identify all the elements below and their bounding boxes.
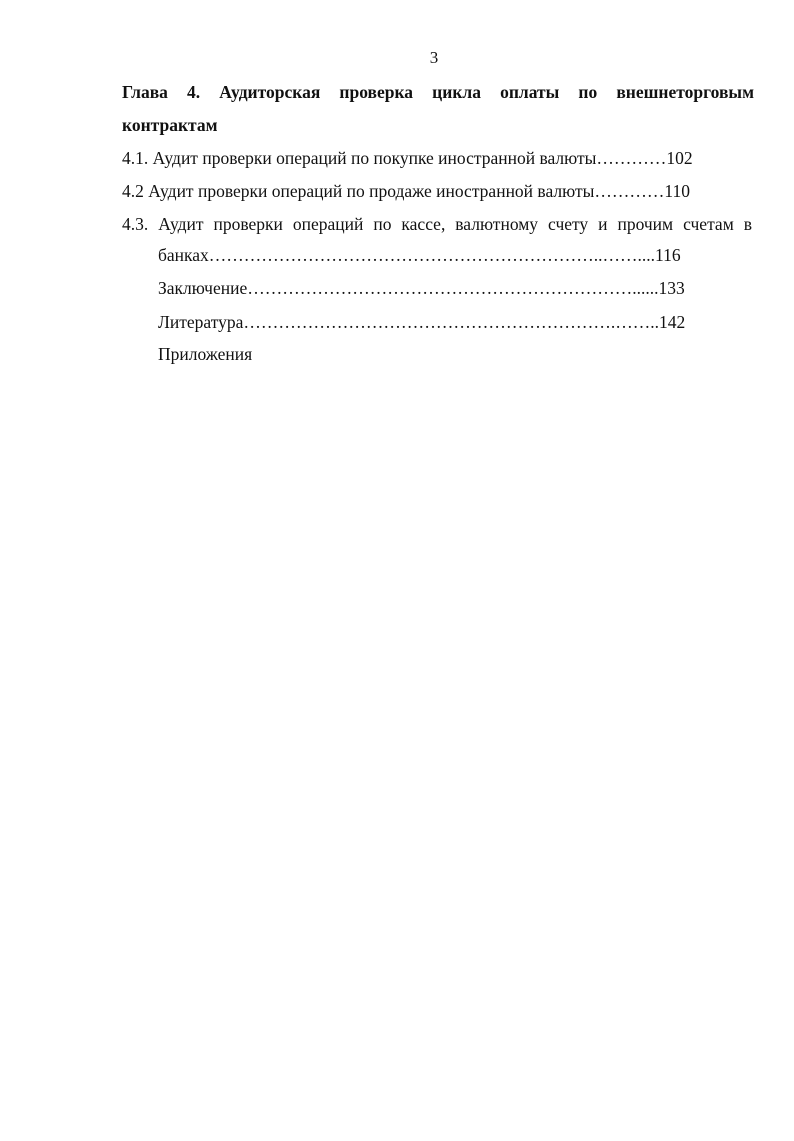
toc-entry-4-3 [122,212,752,236]
toc-entry-4-1 [122,146,750,170]
toc-entry-text: Литература……………………………………………………….……..142 [158,312,686,332]
toc-entry-text: 4.2 Аудит проверки операций по продаже иностранной валюты…………110 [122,181,690,201]
toc-entry-literature [158,310,752,334]
toc-entry-text: Заключение…………………………………………………………......133 [158,278,685,298]
chapter-heading [122,76,754,142]
chapter-heading-line-2: контрактам [122,115,218,135]
toc-entry-4-3-continuation [158,243,752,267]
toc-entry-text: Приложения [158,344,253,364]
page-number: 3 [429,48,439,67]
toc-entry-appendices [158,342,752,366]
toc-entry-conclusion [158,276,752,300]
chapter-heading-line-1: Глава 4. Аудиторская проверка цикла оплаты по внешнеторговым [122,82,754,102]
toc-entry-text: банках…………………………………………………………..……....116 [158,245,681,265]
toc-entry-text: 4.3. Аудит проверки операций по кассе, валютному счету и прочим счетам в [122,214,752,234]
toc-entry-4-2 [122,179,750,203]
toc-entry-text: 4.1. Аудит проверки операций по покупке иностранной валюты…………102 [122,148,693,168]
